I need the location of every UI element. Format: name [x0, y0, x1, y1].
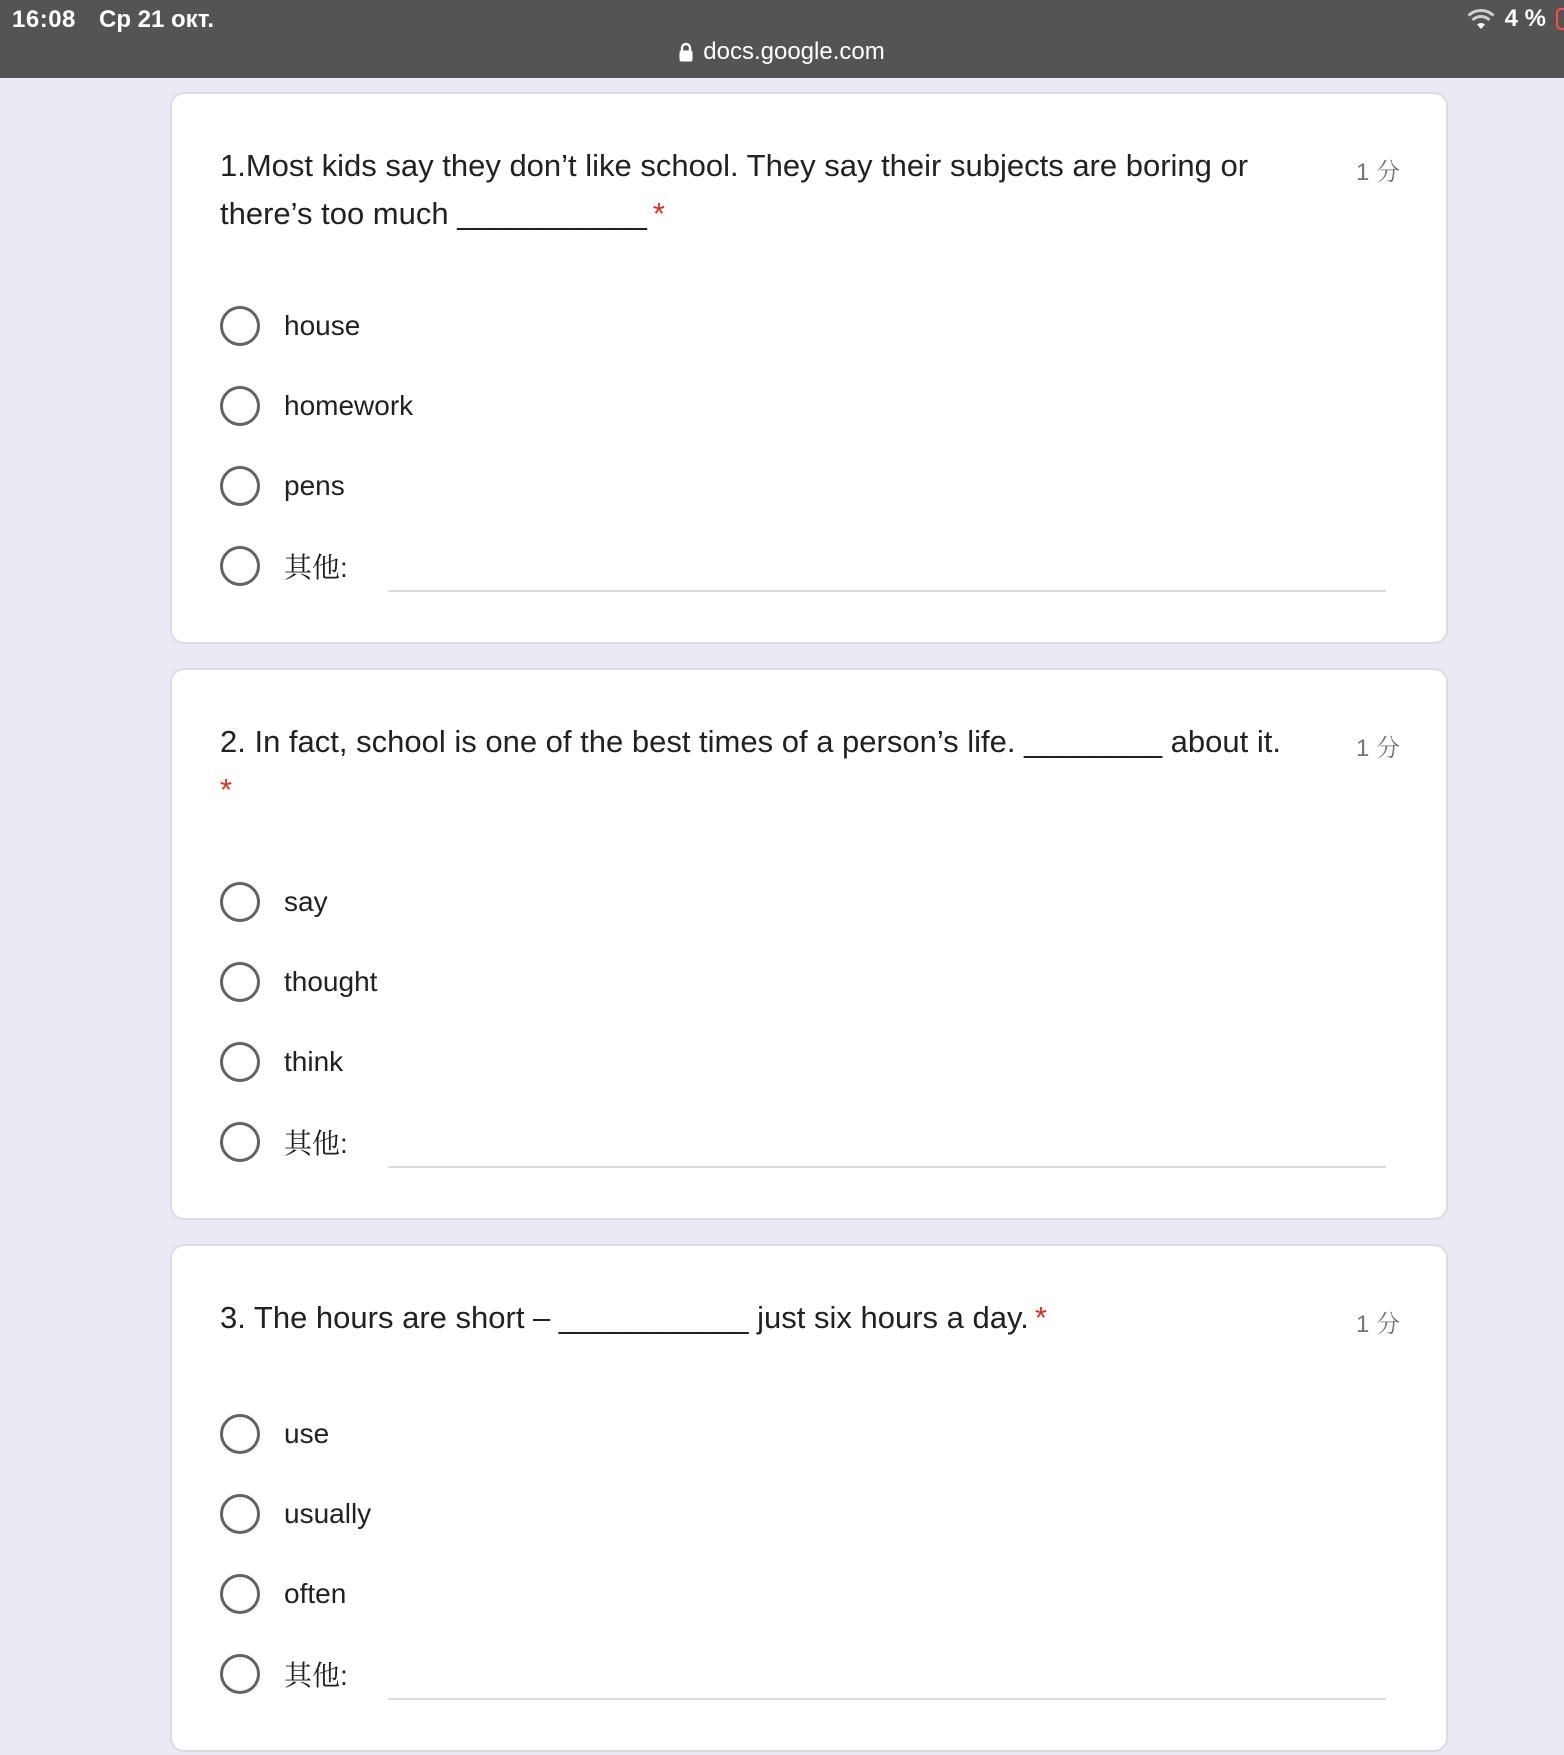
battery-percentage: 4 %: [1504, 5, 1546, 32]
status-date: Ср 21 окт.: [99, 6, 215, 33]
status-time: 16:08: [12, 6, 76, 33]
options-list: [220, 1394, 1400, 1714]
option-other[interactable]: [220, 526, 1400, 606]
required-asterisk: *: [220, 772, 233, 807]
option-label: pens: [284, 470, 345, 501]
option-label: often: [284, 1578, 347, 1609]
question-title: [220, 1294, 1320, 1342]
status-bar: [0, 0, 1564, 78]
option-label: house: [284, 310, 361, 341]
radio-button[interactable]: [220, 466, 260, 506]
option-thought[interactable]: [220, 942, 1400, 1022]
option-label: thought: [284, 966, 378, 997]
option-pens[interactable]: [220, 446, 1400, 526]
option-often[interactable]: [220, 1554, 1400, 1634]
options-list: [220, 862, 1400, 1182]
required-asterisk: *: [1034, 1300, 1047, 1335]
option-label: think: [284, 1046, 344, 1077]
option-other[interactable]: [220, 1634, 1400, 1714]
option-homework[interactable]: [220, 366, 1400, 446]
option-label: usually: [284, 1498, 372, 1529]
option-use[interactable]: [220, 1394, 1400, 1474]
status-indicators: [1467, 4, 1564, 34]
question-card-1: [170, 92, 1448, 644]
other-label: 其他:: [284, 1128, 348, 1159]
question-header: [220, 718, 1400, 814]
option-label: use: [284, 1418, 330, 1449]
url-text: docs.google.com: [703, 38, 885, 65]
radio-button[interactable]: [220, 546, 260, 586]
points-label: 1 分: [1355, 1311, 1400, 1338]
radio-button[interactable]: [220, 1574, 260, 1614]
points-label: 1 分: [1355, 735, 1400, 762]
radio-button[interactable]: [220, 1042, 260, 1082]
question-text: 2. In fact, school is one of the best times of a person’s life. ________ about it.: [220, 724, 1281, 759]
lock-icon: [679, 42, 693, 62]
option-say[interactable]: [220, 862, 1400, 942]
question-text: 3. The hours are short – ___________ just six hours a day.: [220, 1300, 1029, 1335]
question-title: [220, 142, 1320, 238]
question-header: [220, 1294, 1400, 1342]
points-label: 1 分: [1355, 159, 1400, 186]
battery-icon: [1556, 8, 1564, 30]
radio-button[interactable]: [220, 1414, 260, 1454]
option-usually[interactable]: [220, 1474, 1400, 1554]
required-asterisk: *: [652, 196, 665, 231]
radio-button[interactable]: [220, 962, 260, 1002]
radio-button[interactable]: [220, 306, 260, 346]
question-card-3: [170, 1244, 1448, 1752]
options-list: [220, 286, 1400, 606]
option-think[interactable]: [220, 1022, 1400, 1102]
option-house[interactable]: [220, 286, 1400, 366]
option-label: say: [284, 886, 328, 917]
other-text-input[interactable]: [388, 1656, 1386, 1700]
question-header: [220, 142, 1400, 238]
other-label: 其他:: [284, 552, 348, 583]
radio-button[interactable]: [220, 386, 260, 426]
radio-button[interactable]: [220, 882, 260, 922]
option-label: homework: [284, 390, 414, 421]
other-text-input[interactable]: [388, 548, 1386, 592]
option-other[interactable]: [220, 1102, 1400, 1182]
address-bar[interactable]: [0, 38, 1564, 66]
question-title: [220, 718, 1320, 814]
other-text-input[interactable]: [388, 1124, 1386, 1168]
wifi-icon: [1467, 7, 1495, 31]
question-text: 1.Most kids say they don’t like school. They say their subjects are boring or there’s too much ___________: [220, 148, 1249, 231]
radio-button[interactable]: [220, 1654, 260, 1694]
radio-button[interactable]: [220, 1122, 260, 1162]
radio-button[interactable]: [220, 1494, 260, 1534]
other-label: 其他:: [284, 1660, 348, 1691]
question-card-2: [170, 668, 1448, 1220]
